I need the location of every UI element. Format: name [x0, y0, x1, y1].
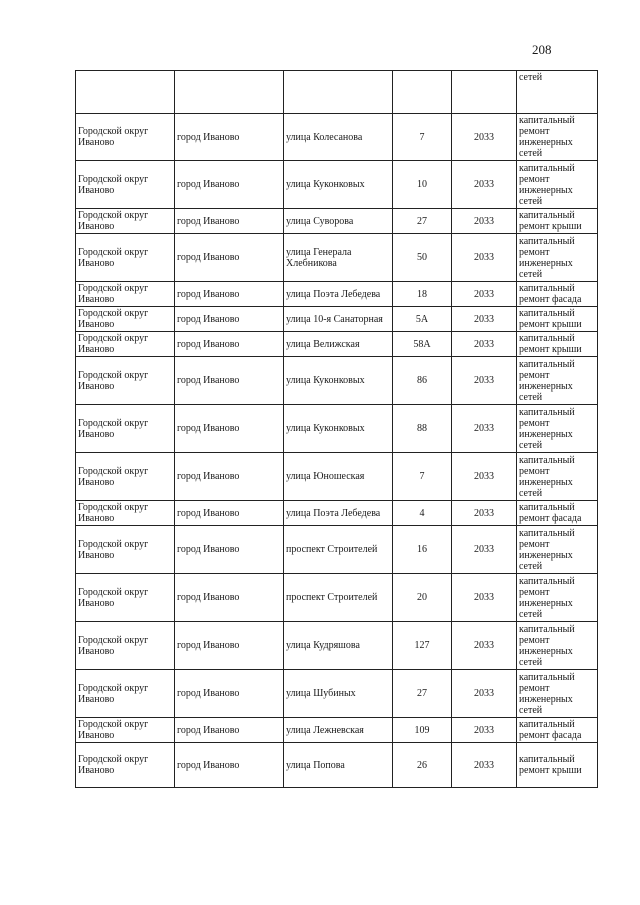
street-cell: проспект Строителей	[284, 526, 393, 574]
year-cell: 2033	[452, 114, 517, 161]
street-cell	[284, 71, 393, 114]
district-cell: Городской округ Иваново	[76, 526, 175, 574]
city-cell: город Иваново	[175, 357, 284, 405]
house-cell: 50	[393, 234, 452, 282]
table-row	[76, 670, 598, 718]
year-cell	[452, 71, 517, 114]
year-cell: 2033	[452, 526, 517, 574]
street-cell: улица Шубиных	[284, 670, 393, 718]
year-cell: 2033	[452, 332, 517, 357]
work-cell: капитальный ремонт инженерных сетей	[517, 453, 598, 501]
year-cell: 2033	[452, 405, 517, 453]
year-cell: 2033	[452, 161, 517, 209]
street-cell: улица Куконковых	[284, 357, 393, 405]
year-cell: 2033	[452, 718, 517, 743]
city-cell: город Иваново	[175, 405, 284, 453]
street-cell: улица 10-я Санаторная	[284, 307, 393, 332]
street-cell: улица Юношеская	[284, 453, 393, 501]
street-cell: улица Поэта Лебедева	[284, 282, 393, 307]
street-cell: улица Велижская	[284, 332, 393, 357]
work-cell: капитальный ремонт инженерных сетей	[517, 405, 598, 453]
house-cell: 27	[393, 209, 452, 234]
city-cell: город Иваново	[175, 307, 284, 332]
street-cell: улица Лежневская	[284, 718, 393, 743]
work-cell: капитальный ремонт фасада	[517, 282, 598, 307]
street-cell: улица Куконковых	[284, 405, 393, 453]
work-cell: капитальный ремонт крыши	[517, 332, 598, 357]
district-cell: Городской округ Иваново	[76, 161, 175, 209]
district-cell	[76, 71, 175, 114]
district-cell: Городской округ Иваново	[76, 405, 175, 453]
city-cell: город Иваново	[175, 526, 284, 574]
house-cell: 27	[393, 670, 452, 718]
city-cell: город Иваново	[175, 282, 284, 307]
table-row	[76, 622, 598, 670]
year-cell: 2033	[452, 743, 517, 788]
district-cell: Городской округ Иваново	[76, 234, 175, 282]
house-cell: 86	[393, 357, 452, 405]
house-cell: 88	[393, 405, 452, 453]
street-cell: улица Суворова	[284, 209, 393, 234]
page-number: 208	[532, 42, 552, 57]
street-cell: улица Колесанова	[284, 114, 393, 161]
table-row	[76, 332, 598, 357]
year-cell: 2033	[452, 357, 517, 405]
table-row	[76, 743, 598, 788]
house-cell: 4	[393, 501, 452, 526]
city-cell: город Иваново	[175, 161, 284, 209]
district-cell: Городской округ Иваново	[76, 670, 175, 718]
city-cell: город Иваново	[175, 574, 284, 622]
work-cell: капитальный ремонт крыши	[517, 307, 598, 332]
year-cell: 2033	[452, 670, 517, 718]
table-row	[76, 357, 598, 405]
continuation-row	[76, 71, 598, 114]
house-cell: 5А	[393, 307, 452, 332]
district-cell: Городской округ Иваново	[76, 357, 175, 405]
house-cell: 7	[393, 114, 452, 161]
house-cell: 16	[393, 526, 452, 574]
table-row	[76, 114, 598, 161]
year-cell: 2033	[452, 307, 517, 332]
house-cell: 58А	[393, 332, 452, 357]
house-cell: 26	[393, 743, 452, 788]
table-row	[76, 161, 598, 209]
house-cell: 20	[393, 574, 452, 622]
street-cell: улица Попова	[284, 743, 393, 788]
year-cell: 2033	[452, 574, 517, 622]
city-cell: город Иваново	[175, 234, 284, 282]
district-cell: Городской округ Иваново	[76, 743, 175, 788]
work-cell: капитальный ремонт инженерных сетей	[517, 574, 598, 622]
table-row	[76, 453, 598, 501]
city-cell	[175, 71, 284, 114]
year-cell: 2033	[452, 234, 517, 282]
table-row	[76, 282, 598, 307]
work-cell: капитальный ремонт инженерных сетей	[517, 161, 598, 209]
work-cell: капитальный ремонт инженерных сетей	[517, 670, 598, 718]
city-cell: город Иваново	[175, 670, 284, 718]
table-row	[76, 574, 598, 622]
table-row	[76, 209, 598, 234]
table-row	[76, 307, 598, 332]
house-cell: 10	[393, 161, 452, 209]
year-cell: 2033	[452, 453, 517, 501]
street-cell: улица Поэта Лебедева	[284, 501, 393, 526]
district-cell: Городской округ Иваново	[76, 332, 175, 357]
year-cell: 2033	[452, 209, 517, 234]
house-cell: 127	[393, 622, 452, 670]
year-cell: 2033	[452, 501, 517, 526]
year-cell: 2033	[452, 282, 517, 307]
year-cell: 2033	[452, 622, 517, 670]
district-cell: Городской округ Иваново	[76, 622, 175, 670]
house-cell	[393, 71, 452, 114]
work-cell: капитальный ремонт инженерных сетей	[517, 357, 598, 405]
work-cell: капитальный ремонт фасада	[517, 718, 598, 743]
city-cell: город Иваново	[175, 501, 284, 526]
district-cell: Городской округ Иваново	[76, 574, 175, 622]
house-cell: 18	[393, 282, 452, 307]
work-cell: капитальный ремонт инженерных сетей	[517, 234, 598, 282]
district-cell: Городской округ Иваново	[76, 114, 175, 161]
district-cell: Городской округ Иваново	[76, 209, 175, 234]
work-cell: капитальный ремонт инженерных сетей	[517, 114, 598, 161]
work-cell: сетей	[517, 71, 598, 114]
street-cell: улица Куконковых	[284, 161, 393, 209]
city-cell: город Иваново	[175, 209, 284, 234]
work-cell: капитальный ремонт крыши	[517, 743, 598, 788]
city-cell: город Иваново	[175, 743, 284, 788]
street-cell: улица Кудряшова	[284, 622, 393, 670]
district-cell: Городской округ Иваново	[76, 501, 175, 526]
city-cell: город Иваново	[175, 332, 284, 357]
work-cell: капитальный ремонт инженерных сетей	[517, 526, 598, 574]
house-cell: 109	[393, 718, 452, 743]
city-cell: город Иваново	[175, 453, 284, 501]
house-cell: 7	[393, 453, 452, 501]
work-cell: капитальный ремонт инженерных сетей	[517, 622, 598, 670]
city-cell: город Иваново	[175, 718, 284, 743]
table-row	[76, 718, 598, 743]
district-cell: Городской округ Иваново	[76, 718, 175, 743]
street-cell: проспект Строителей	[284, 574, 393, 622]
table-row	[76, 405, 598, 453]
table-row	[76, 234, 598, 282]
work-cell: капитальный ремонт фасада	[517, 501, 598, 526]
district-cell: Городской округ Иваново	[76, 307, 175, 332]
city-cell: город Иваново	[175, 114, 284, 161]
repair-schedule-table	[75, 70, 598, 788]
table-row	[76, 501, 598, 526]
district-cell: Городской округ Иваново	[76, 282, 175, 307]
district-cell: Городской округ Иваново	[76, 453, 175, 501]
work-cell: капитальный ремонт крыши	[517, 209, 598, 234]
table-row	[76, 526, 598, 574]
city-cell: город Иваново	[175, 622, 284, 670]
street-cell: улица Генерала Хлебникова	[284, 234, 393, 282]
